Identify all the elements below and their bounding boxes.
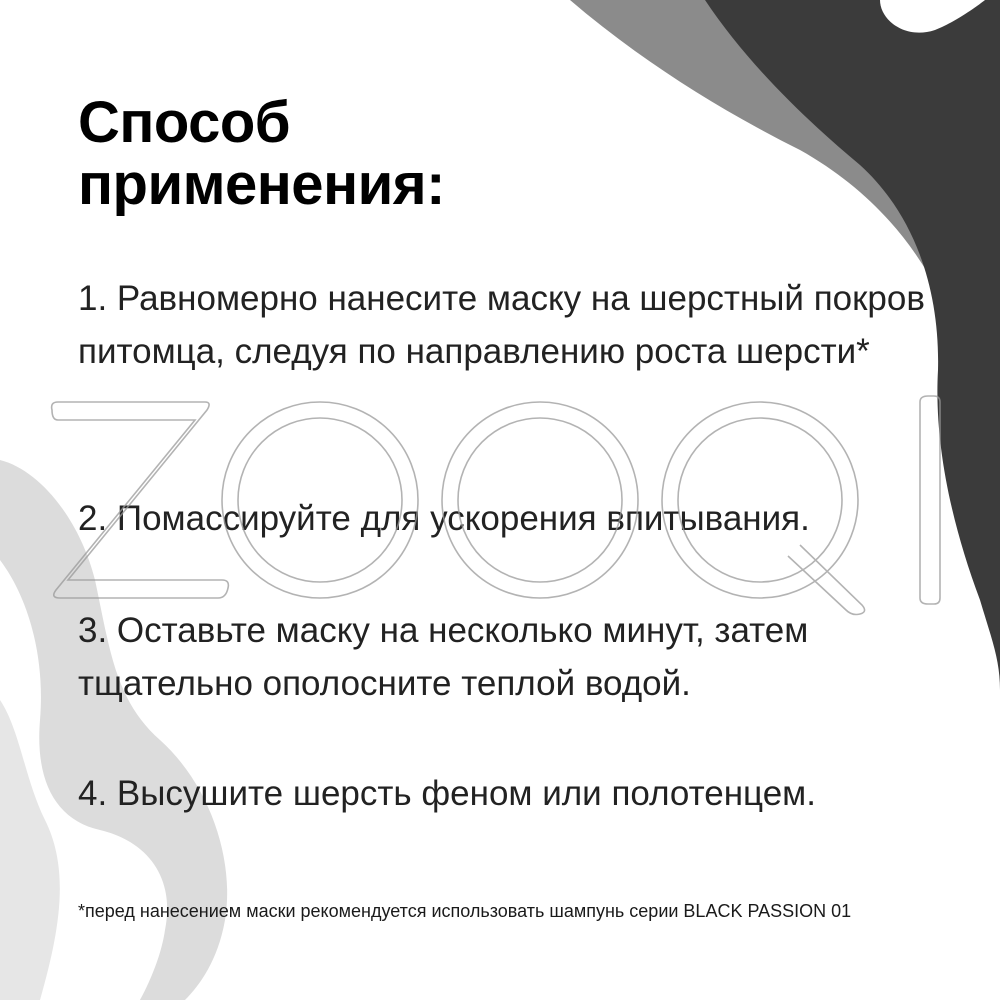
title-line-2: применения: <box>78 152 445 217</box>
step-3: 3. Оставьте маску на несколько минут, затем тщательно ополосните теплой водой. <box>78 611 809 703</box>
step-2: 2. Помассируйте для ускорения впитывания. <box>78 499 810 538</box>
step-1: 1. Равномерно нанесите маску на шерстный покров питомца, следуя по направлению роста шерсти* <box>78 279 925 371</box>
title-line-1: Способ <box>78 90 291 155</box>
step-4: 4. Высушите шерсть феном или полотенцем. <box>78 774 816 813</box>
footnote: *перед нанесением маски рекомендуется использовать шампунь серии BLACK PASSION 01 <box>78 901 852 921</box>
page-title <box>78 92 445 216</box>
